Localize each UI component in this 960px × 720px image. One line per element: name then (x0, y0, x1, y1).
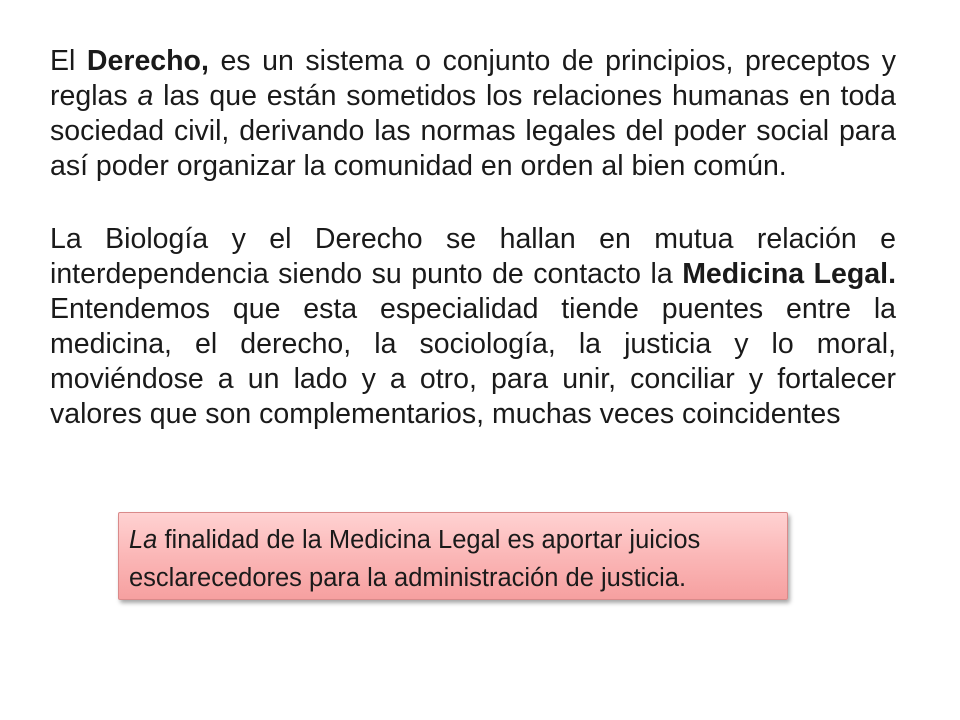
p1-text-3: las que están sometidos los relaciones humanas en toda sociedad civil, derivando las normas legales del poder social para así poder organizar la comunidad en orden al bien común. (50, 80, 897, 182)
paragraph-biologia-derecho (50, 222, 896, 432)
callout-italic-la: La (129, 526, 158, 554)
p1-text-2: es un sistema o conjunto de principios, preceptos y reglas (50, 45, 897, 112)
p2-text-1: La Biología y el Derecho se hallan en mutua relación e interdependencia siendo su punto de contacto la (50, 223, 896, 290)
p2-text-2: Entendemos que esta especialidad tiende puentes entre la medicina, el derecho, la sociología, la justicia y lo moral, moviéndose a un lado y a otro, para unir, conciliar y fortalecer valores que son complementarios, muchas veces coincidentes (50, 293, 896, 430)
p1-text-1: El (50, 45, 87, 77)
callout-text: finalidad de la Medicina Legal es aportar juicios esclarecedores para la administración de justicia. (129, 526, 701, 592)
callout-box-finalidad (118, 512, 788, 600)
p2-bold-medicina-legal: Medicina Legal. (682, 258, 896, 290)
p1-bold-derecho: Derecho, (86, 45, 209, 77)
p1-italic-a: a (137, 80, 154, 112)
paragraph-derecho-definition (50, 44, 896, 184)
